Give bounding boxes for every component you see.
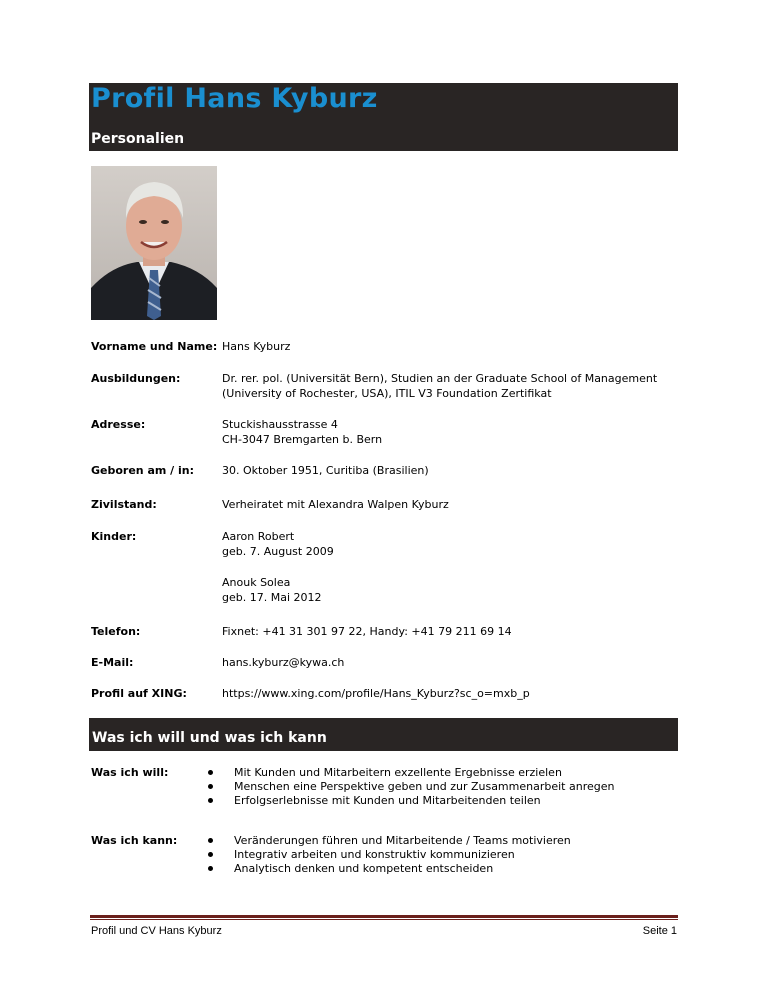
info-value bbox=[222, 497, 682, 512]
xing-link[interactable]: https://www.xing.com/profile/Hans_Kyburz?sc_o=mxb_p bbox=[222, 687, 530, 700]
footer-rule bbox=[90, 915, 678, 918]
email-link[interactable]: hans.kyburz@kywa.ch bbox=[222, 656, 345, 669]
spacer bbox=[222, 559, 682, 575]
info-value-line: Hans Kyburz bbox=[222, 340, 291, 353]
info-value-line: 30. Oktober 1951, Curitiba (Brasilien) bbox=[222, 464, 429, 477]
info-value-line: CH-3047 Bremgarten b. Bern bbox=[222, 433, 383, 446]
info-label: Geboren am / in: bbox=[91, 464, 195, 477]
bullet-icon bbox=[208, 784, 213, 789]
info-label: Ausbildungen: bbox=[91, 372, 181, 385]
info-label: Adresse: bbox=[91, 418, 146, 431]
bullet-icon bbox=[208, 852, 213, 857]
info-value bbox=[222, 624, 682, 639]
footer-title: Profil und CV Hans Kyburz bbox=[91, 925, 222, 937]
list-item bbox=[208, 862, 648, 876]
section-heading-skills: Was ich will und was ich kann bbox=[92, 730, 327, 746]
info-value-line: Verheiratet mit Alexandra Walpen Kyburz bbox=[222, 498, 449, 511]
bullet-icon bbox=[208, 798, 213, 803]
info-value-line: Aaron Robert bbox=[222, 530, 295, 543]
list-item bbox=[208, 794, 648, 808]
block-label: Was ich kann: bbox=[91, 834, 178, 847]
info-label: Zivilstand: bbox=[91, 498, 157, 511]
page-number: Seite 1 bbox=[642, 925, 677, 937]
info-value-line: Stuckishausstrasse 4 bbox=[222, 418, 338, 431]
list-item bbox=[208, 834, 648, 848]
title-bar bbox=[89, 83, 678, 151]
list-item bbox=[208, 766, 648, 780]
info-value-line: (University of Rochester, USA), ITIL V3 Foundation Zertifikat bbox=[222, 387, 552, 400]
info-value bbox=[222, 529, 682, 605]
list-item-text: Analytisch denken und kompetent entscheiden bbox=[234, 862, 494, 875]
list-item-text: Menschen eine Perspektive geben und zur Zusammenarbeit anregen bbox=[234, 780, 615, 793]
info-label: Kinder: bbox=[91, 530, 137, 543]
list-item-text: Erfolgserlebnisse mit Kunden und Mitarbeitenden teilen bbox=[234, 794, 541, 807]
info-label: Profil auf XING: bbox=[91, 687, 187, 700]
info-value-line: Anouk Solea bbox=[222, 576, 291, 589]
info-value-line: Fixnet: +41 31 301 97 22, Handy: +41 79 211 69 14 bbox=[222, 625, 512, 638]
list-item bbox=[208, 848, 648, 862]
info-value bbox=[222, 655, 682, 670]
bullet-list bbox=[208, 766, 648, 808]
info-label: E-Mail: bbox=[91, 656, 134, 669]
list-item bbox=[208, 780, 648, 794]
info-value-line: geb. 17. Mai 2012 bbox=[222, 591, 322, 604]
list-item-text: Mit Kunden und Mitarbeitern exzellente Ergebnisse erzielen bbox=[234, 766, 562, 779]
section-heading-personalien: Personalien bbox=[91, 131, 185, 147]
bullet-icon bbox=[208, 866, 213, 871]
info-value-line: Dr. rer. pol. (Universität Bern), Studien an der Graduate School of Management bbox=[222, 372, 658, 385]
profile-photo bbox=[91, 166, 217, 320]
bullet-icon bbox=[208, 770, 213, 775]
page-title: Profil Hans Kyburz bbox=[91, 83, 378, 114]
section-bar bbox=[89, 718, 678, 751]
info-label: Telefon: bbox=[91, 625, 141, 638]
bullet-list bbox=[208, 834, 648, 876]
info-value bbox=[222, 371, 682, 401]
info-value bbox=[222, 417, 682, 447]
footer-rule-thin bbox=[90, 919, 678, 920]
bullet-icon bbox=[208, 838, 213, 843]
info-label: Vorname und Name: bbox=[91, 340, 218, 353]
info-value-line: geb. 7. August 2009 bbox=[222, 545, 334, 558]
block-label: Was ich will: bbox=[91, 766, 169, 779]
list-item-text: Veränderungen führen und Mitarbeitende / Teams motivieren bbox=[234, 834, 571, 847]
info-value bbox=[222, 686, 682, 701]
info-value bbox=[222, 339, 682, 354]
list-item-text: Integrativ arbeiten und konstruktiv kommunizieren bbox=[234, 848, 515, 861]
info-value bbox=[222, 463, 682, 478]
